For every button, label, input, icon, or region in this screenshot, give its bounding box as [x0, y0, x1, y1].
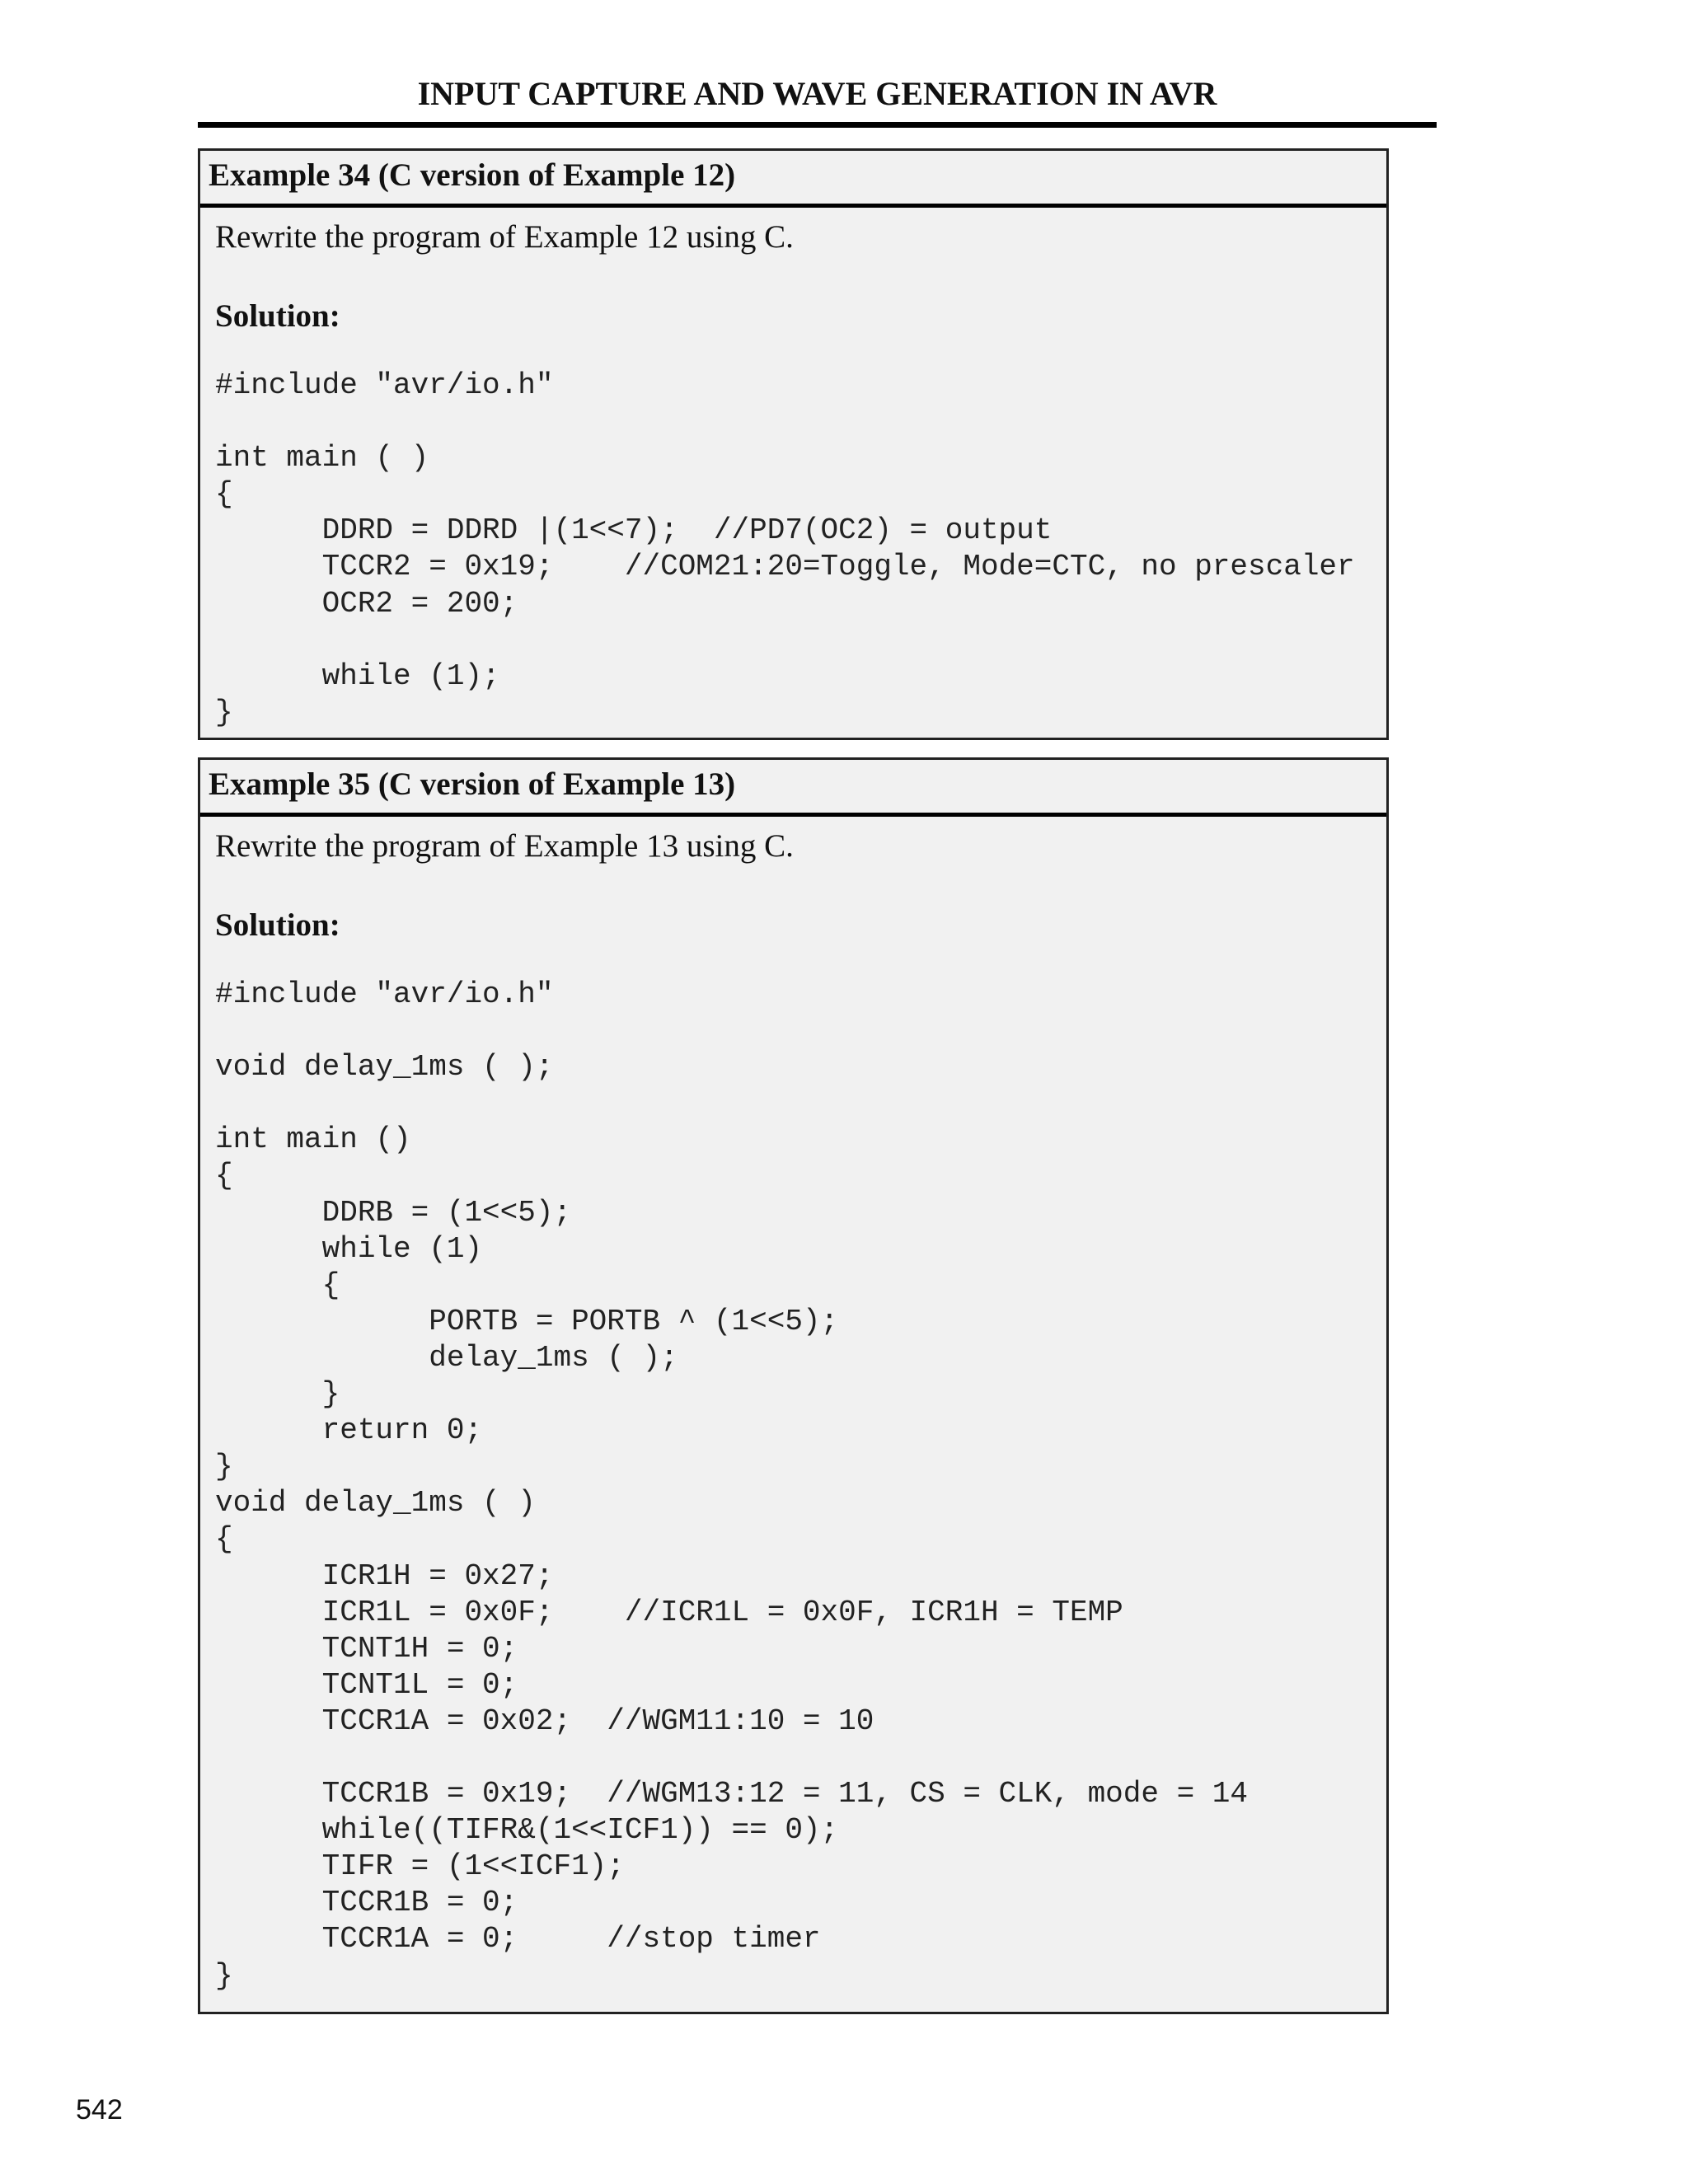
code-line: int main ( ) [215, 441, 429, 476]
code-line: return 0; [215, 1413, 483, 1448]
code-line [215, 1740, 1372, 1776]
code-line: DDRB = (1<<5); [215, 1195, 572, 1230]
example-34-box [198, 148, 1389, 740]
code-line: TCCR1A = 0; //stop timer [215, 1922, 821, 1957]
example-title: Example 35 (C version of Example 13) [200, 760, 1386, 817]
code-line: void delay_1ms ( ); [215, 1050, 554, 1085]
code-line: TCNT1L = 0; [215, 1667, 518, 1702]
code-line [215, 1085, 1372, 1122]
code-line: while (1); [215, 658, 500, 693]
code-line: TCCR1A = 0x02; //WGM11:10 = 10 [215, 1704, 874, 1738]
code-line: TCCR1B = 0x19; //WGM13:12 = 11, CS = CLK, mode = 14 [215, 1777, 1249, 1811]
code-line [215, 622, 1372, 658]
code-line: { [215, 1159, 233, 1193]
code-line: #include "avr/io.h" [215, 368, 554, 402]
code-line: PORTB = PORTB ^ (1<<5); [215, 1304, 839, 1338]
code-line: OCR2 = 200; [215, 586, 518, 621]
code-line: } [215, 1377, 340, 1412]
code-line [215, 404, 1372, 440]
example-body [200, 208, 1386, 731]
code-line: void delay_1ms ( ) [215, 1486, 536, 1521]
page-number: 542 [76, 2094, 123, 2125]
code-line: int main () [215, 1122, 411, 1157]
code-line: while((TIFR&(1<<ICF1)) == 0); [215, 1813, 839, 1848]
code-line: DDRD = DDRD |(1<<7); //PD7(OC2) = output [215, 513, 1053, 548]
example-prompt: Rewrite the program of Example 12 using C. [215, 219, 794, 255]
code-line: while (1) [215, 1231, 483, 1266]
code-line [215, 1013, 1372, 1049]
code-line: } [215, 1450, 233, 1484]
code-line: ICR1H = 0x27; [215, 1558, 554, 1593]
header-rule [198, 122, 1437, 128]
example-35-box [198, 757, 1389, 2014]
code-line: } [215, 1958, 233, 1993]
solution-label: Solution: [215, 298, 340, 334]
code-line: TCCR2 = 0x19; //COM21:20=Toggle, Mode=CTC, no prescaler [215, 550, 1355, 584]
code-line: } [215, 695, 233, 729]
code-line: TCCR1B = 0; [215, 1886, 518, 1920]
solution-label: Solution: [215, 907, 340, 943]
code-block [215, 977, 1372, 1994]
code-line: TCNT1H = 0; [215, 1631, 518, 1666]
example-prompt: Rewrite the program of Example 13 using C. [215, 828, 794, 864]
code-line: TIFR = (1<<ICF1); [215, 1849, 625, 1884]
code-line: delay_1ms ( ); [215, 1340, 678, 1375]
code-line: { [215, 1522, 233, 1557]
example-title: Example 34 (C version of Example 12) [200, 151, 1386, 208]
code-line: { [215, 477, 233, 512]
code-block [215, 368, 1372, 731]
code-line: #include "avr/io.h" [215, 977, 554, 1011]
example-body [200, 817, 1386, 1994]
code-line: { [215, 1268, 340, 1302]
running-head: INPUT CAPTURE AND WAVE GENERATION IN AVR [417, 75, 1217, 112]
code-line: ICR1L = 0x0F; //ICR1L = 0x0F, ICR1H = TEMP [215, 1595, 1123, 1629]
